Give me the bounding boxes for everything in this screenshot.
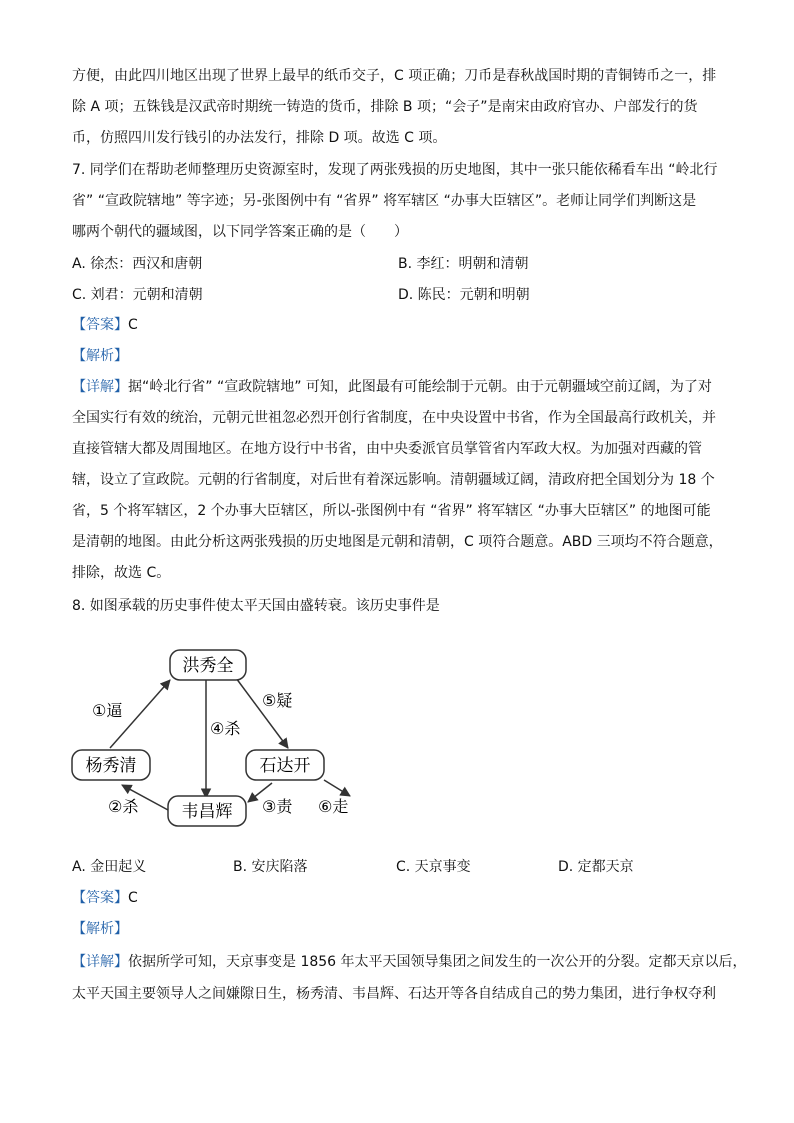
- q7-detail-line-5: 省，5 个将军辖区，2 个办事大臣辖区，所以-张图例中有 “省界” 将军辖区 “办事大臣辖区” 的地图可能: [72, 503, 711, 519]
- edge-hong-to-shi: [236, 678, 288, 748]
- node-hong-label: 洪秀全: [182, 656, 234, 676]
- q8-stem: 8. 如图承载的历史事件使太平天国由盛转衰。该历史事件是: [72, 598, 440, 614]
- node-yang-label: 杨秀清: [85, 756, 137, 776]
- edge-label-1: ①逼: [92, 701, 123, 720]
- q7-detail-line-2: 全国实行有效的统治，元朝元世祖忽必烈开创行省制度，在中央设置中书省，作为全国最高行政机关，并: [72, 410, 716, 426]
- intro-line-3: 币，仿照四川发行钱引的办法发行，排除 D 项。故选 C 项。: [72, 130, 447, 146]
- q8-answer-tag: 【答案】: [72, 890, 128, 906]
- edge-label-2: ②杀: [108, 797, 139, 816]
- q8-option-b: B. 安庆陷落: [233, 859, 308, 875]
- intro-line-1: 方便，由此四川地区出现了世界上最早的纸币交子，C 项正确；刀币是春秋战国时期的青铜铸币之一，排: [72, 68, 717, 84]
- q7-answer-value: C: [128, 317, 138, 333]
- node-wei-changhui: [168, 796, 246, 826]
- node-shi-dakai: [246, 750, 324, 780]
- q8-option-a: A. 金田起义: [72, 859, 147, 875]
- q7-stem-line-1: 7. 同学们在帮助老师整理历史资源室时，发现了两张残损的历史地图，其中一张只能依稀看车出 “岭北行: [72, 162, 718, 178]
- node-hong-xiuquan: [170, 650, 246, 680]
- q7-option-c: C. 刘君：元朝和清朝: [72, 287, 203, 303]
- q8-option-d: D. 定都天京: [558, 859, 634, 875]
- intro-line-2: 除 A 项；五铢钱是汉武帝时期统一铸造的货币，排除 B 项；“会子”是南宋由政府官办、户部发行的货: [72, 99, 698, 115]
- q7-detail-text-1: 据“岭北行省” “宣政院辖地” 可知，此图最有可能绘制于元朝。由于元朝疆域空前辽阔，为了对: [128, 379, 712, 395]
- q7-detail-line-7: 排除，故选 C。: [72, 565, 171, 581]
- taiping-relationship-diagram: [60, 640, 380, 830]
- q7-answer-tag: 【答案】: [72, 317, 128, 333]
- edge-label-5: ⑤疑: [262, 691, 293, 710]
- q7-option-d: D. 陈民：元朝和明朝: [398, 287, 530, 303]
- q7-stem-line-3: 哪两个朝代的疆域图，以下同学答案正确的是（ ）: [72, 224, 408, 240]
- q7-analysis-tag: 【解析】: [72, 348, 128, 364]
- node-wei-label: 韦昌辉: [181, 802, 233, 822]
- q7-detail-line-1: [72, 377, 712, 397]
- edge-label-6: ⑥走: [318, 797, 349, 816]
- q7-detail-tag: 【详解】: [72, 379, 128, 395]
- node-shi-label: 石达开: [259, 756, 311, 776]
- q8-answer-value: C: [128, 890, 138, 906]
- node-yang-xiuqing: [72, 750, 150, 780]
- q8-detail-line-1: [72, 952, 747, 972]
- q7-option-a: A. 徐杰：西汉和唐朝: [72, 256, 203, 272]
- q8-detail-text-1: 依据所学可知，天京事变是 1856 年太平天国领导集团之间发生的一次公开的分裂。定都天京以后，: [128, 954, 747, 970]
- q7-stem-line-2: 省” “宣政院辖地” 等字迹；另-张图例中有 “省界” 将军辖区 “办事大臣辖区”。老师让同学们判断这是: [72, 193, 697, 209]
- q8-option-c: C. 天京事变: [396, 859, 471, 875]
- q8-detail-line-2: 太平天国主要领导人之间嫌隙日生，杨秀清、韦昌辉、石达开等各自结成自己的势力集团，进行争权夺利: [72, 986, 716, 1002]
- q7-detail-line-4: 辖，设立了宣政院。元朝的行省制度，对后世有着深远影响。清朝疆域辽阔，清政府把全国划分为 18 个: [72, 472, 715, 488]
- q8-answer: [72, 888, 138, 908]
- q7-detail-line-6: 是清朝的地图。由此分析这两张残损的历史地图是元朝和清朝，C 项符合题意。ABD 三项均不符合题意，: [72, 534, 723, 550]
- edge-shi-leaves: [324, 780, 350, 796]
- edge-label-4: ④杀: [210, 719, 241, 738]
- q7-detail-line-3: 直接管辖大都及周围地区。在地方设行中书省，由中央委派官员掌管省内军政大权。为加强对西藏的管: [72, 441, 702, 457]
- q7-answer: [72, 315, 138, 335]
- q8-analysis-tag: 【解析】: [72, 921, 128, 937]
- edge-label-3: ③责: [262, 797, 293, 816]
- q8-detail-tag: 【详解】: [72, 954, 128, 970]
- q7-option-b: B. 李红：明朝和清朝: [398, 256, 529, 272]
